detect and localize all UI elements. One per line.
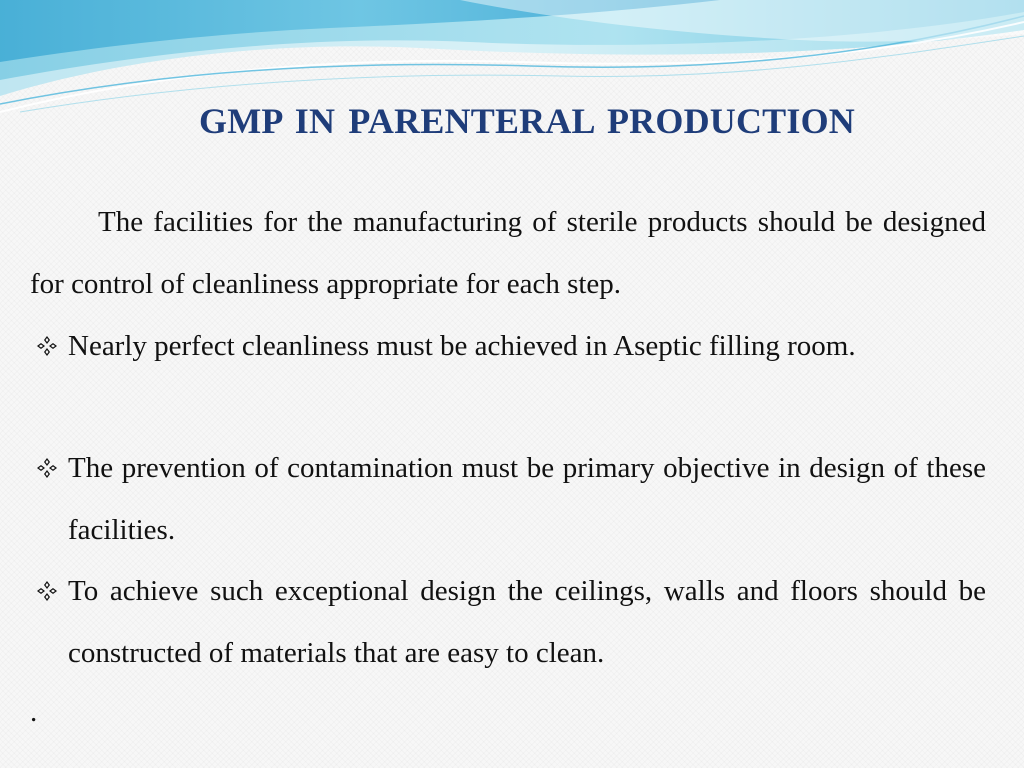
- bullet-item: [30, 560, 986, 684]
- diamond-bullet-icon: [30, 560, 64, 622]
- diamond-bullet-icon: [30, 437, 64, 499]
- bullet-item: [30, 315, 986, 377]
- bullet-text: The prevention of contamination must be primary objective in design of these facilities.: [68, 452, 986, 546]
- diamond-bullet-icon: [30, 315, 64, 377]
- intro-paragraph: The facilities for the manufacturing of sterile products should be designed for control of cleanliness appropriate for each step.: [30, 206, 986, 300]
- bullet-text: Nearly perfect cleanliness must be achieved in Aseptic filling room.: [68, 330, 856, 362]
- bullet-item: [30, 437, 986, 561]
- slide-title: GMP IN PARENTERAL PRODUCTION: [199, 101, 855, 141]
- bullet-text: To achieve such exceptional design the ceilings, walls and floors should be constructed of materials that are easy to clean.: [68, 575, 986, 669]
- trailing-dot: .: [30, 696, 38, 728]
